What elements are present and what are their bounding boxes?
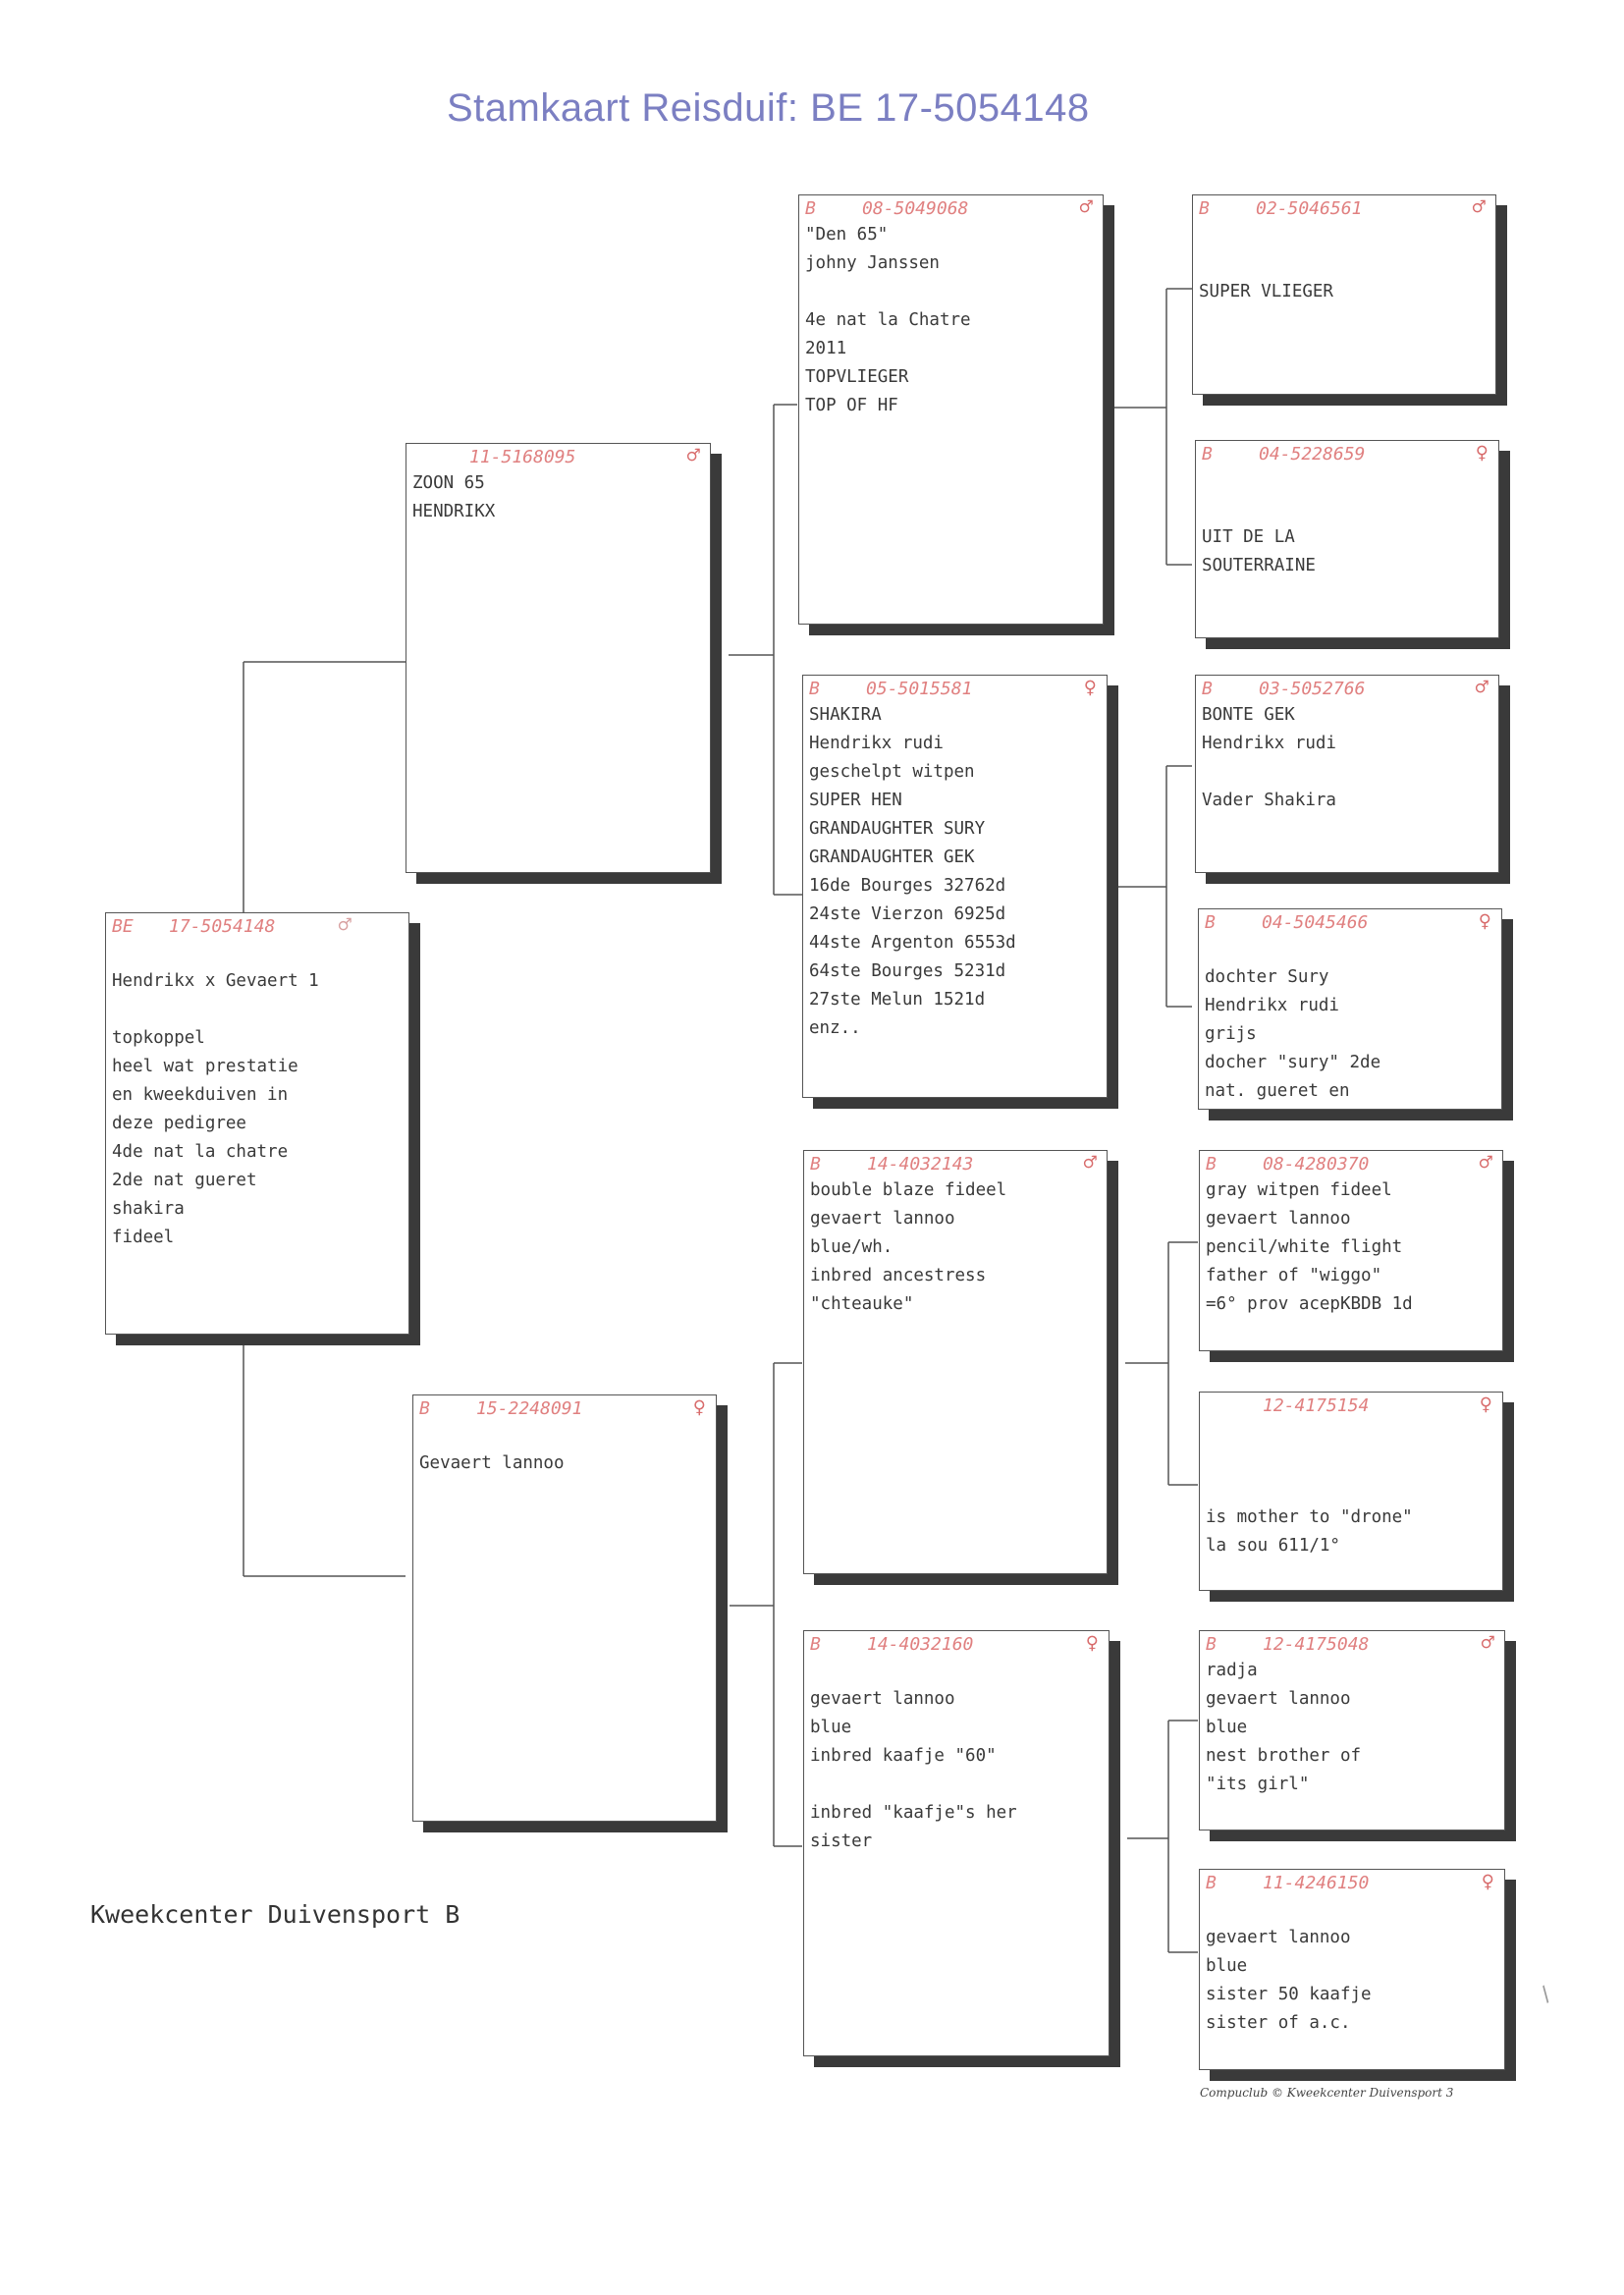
card-note-line: geschelpt witpen — [809, 762, 975, 782]
card-note-line: dochter Sury — [1205, 967, 1329, 987]
country-code: B — [1206, 1873, 1217, 1893]
pedigree-card-fmf[interactable] — [1195, 675, 1499, 873]
pedigree-card-fm[interactable] — [802, 675, 1108, 1098]
card-note-line: 2011 — [805, 339, 847, 358]
card-note-line: HENDRIKX — [412, 502, 496, 521]
card-note-line — [810, 1771, 1103, 1799]
ring-number: 04-5045466 — [1262, 912, 1369, 933]
card-note-line: gevaert lannoo — [1206, 1689, 1351, 1709]
country-code: B — [1206, 1154, 1217, 1175]
female-icon: ♀ — [1478, 909, 1491, 934]
country-code: B — [1202, 444, 1213, 464]
card-notes — [413, 1421, 716, 1478]
pedigree-card-mf[interactable] — [803, 1150, 1108, 1574]
pedigree-card-fmm[interactable] — [1198, 908, 1502, 1110]
country-code: BE — [112, 916, 134, 937]
card-note-line — [112, 939, 403, 967]
card-note-line: nat. gueret en — [1205, 1081, 1350, 1101]
male-icon: ♂ — [1079, 195, 1093, 220]
male-icon: ♂ — [1472, 195, 1486, 220]
software-credit: Compuclub © Kweekcenter Duivensport 3 — [1200, 2086, 1454, 2100]
card-notes — [1199, 935, 1501, 1106]
card-note-line: gevaert lannoo — [810, 1209, 955, 1229]
card-note-line: sister 50 kaafje — [1206, 1985, 1372, 2004]
card-note-line: heel wat prestatie — [112, 1057, 298, 1076]
pedigree-card-father[interactable] — [406, 443, 711, 873]
card-note-line: Hendrikx x Gevaert 1 — [112, 971, 319, 991]
card-note-line: GRANDAUGHTER SURY — [809, 819, 986, 839]
card-note-line: GRANDAUGHTER GEK — [809, 847, 975, 867]
card-note-line — [1202, 495, 1492, 523]
card-note-line — [805, 278, 1097, 306]
ring-number: 05-5015581 — [866, 679, 973, 699]
male-icon: ♂ — [338, 913, 352, 938]
card-notes — [803, 701, 1107, 1043]
card-note-line — [112, 996, 403, 1024]
card-note-line: radja — [1206, 1661, 1258, 1680]
pedigree-card-ffm[interactable] — [1195, 440, 1499, 638]
card-note-line: gray witpen fideel — [1206, 1180, 1392, 1200]
card-note-line: nest brother of — [1206, 1746, 1362, 1766]
ring-number: 04-5228659 — [1259, 444, 1366, 464]
card-note-line: "Den 65" — [805, 225, 889, 245]
card-note-line: 4de nat la chatre — [112, 1142, 289, 1162]
card-notes — [1200, 1176, 1502, 1319]
country-code: B — [810, 1154, 821, 1175]
card-note-line: UIT DE LA — [1202, 527, 1295, 547]
male-icon: ♂ — [1479, 1151, 1492, 1175]
country-code: B — [805, 198, 816, 219]
country-code: B — [1206, 1634, 1217, 1655]
card-notes — [1200, 1657, 1504, 1799]
card-notes — [804, 1657, 1109, 1856]
card-note-line: Hendrikx rudi — [809, 734, 944, 753]
card-note-line: TOPVLIEGER — [805, 367, 909, 387]
ring-number: 15-2248091 — [476, 1398, 583, 1419]
pedigree-card-mfm[interactable] — [1199, 1392, 1503, 1591]
card-note-line: la sou 611/1° — [1206, 1536, 1340, 1556]
card-note-line — [1199, 221, 1489, 249]
ring-number: 02-5046561 — [1256, 198, 1363, 219]
ring-number: 12-4175154 — [1263, 1395, 1370, 1416]
pedigree-card-mm[interactable] — [803, 1630, 1110, 2056]
card-note-line: deze pedigree — [112, 1114, 246, 1133]
female-icon: ♀ — [1479, 1393, 1492, 1417]
female-icon: ♀ — [1481, 1870, 1494, 1894]
card-note-line: bouble blaze fideel — [810, 1180, 1007, 1200]
pedigree-card-mmm[interactable] — [1199, 1869, 1505, 2070]
card-note-line: Hendrikx rudi — [1205, 996, 1339, 1015]
pedigree-card-ff[interactable] — [798, 194, 1104, 625]
male-icon: ♂ — [1475, 676, 1489, 700]
card-note-line: fideel — [112, 1228, 175, 1247]
card-note-line — [1206, 1418, 1496, 1447]
ring-number: 17-5054148 — [169, 916, 276, 937]
country-code: B — [419, 1398, 430, 1419]
card-note-line: 4e nat la Chatre — [805, 310, 971, 330]
card-note-line: gevaert lannoo — [1206, 1209, 1351, 1229]
card-note-line — [1202, 466, 1492, 495]
card-note-line: Gevaert lannoo — [419, 1453, 565, 1473]
page-title: Stamkaart Reisduif: BE 17-5054148 — [447, 86, 1090, 130]
card-notes — [106, 939, 408, 1252]
card-note-line: 44ste Argenton 6553d — [809, 933, 1016, 953]
card-note-line: 64ste Bourges 5231d — [809, 961, 1006, 981]
card-note-line: shakira — [112, 1199, 185, 1219]
card-note-line: blue — [810, 1718, 852, 1737]
card-note-line: 16de Bourges 32762d — [809, 876, 1006, 896]
card-note-line: johny Janssen — [805, 253, 940, 273]
pedigree-card-mff[interactable] — [1199, 1150, 1503, 1351]
card-notes — [1196, 701, 1498, 815]
card-note-line: "chteauke" — [810, 1294, 914, 1314]
card-note-line: father of "wiggo" — [1206, 1266, 1382, 1285]
card-note-line: Vader Shakira — [1202, 791, 1336, 810]
male-icon: ♂ — [1481, 1631, 1494, 1656]
ring-number: 03-5052766 — [1259, 679, 1366, 699]
card-note-line: ZOON 65 — [412, 473, 485, 493]
pen-mark-decoration: / — [1533, 1980, 1558, 2007]
card-notes — [1196, 466, 1498, 580]
card-note-line: SUPER VLIEGER — [1199, 282, 1333, 301]
country-code: B — [1205, 912, 1216, 933]
ring-number: 14-4032143 — [867, 1154, 974, 1175]
country-code: B — [1202, 679, 1213, 699]
card-note-line — [1202, 758, 1492, 787]
card-notes — [1200, 1418, 1502, 1560]
pedigree-card-fff[interactable] — [1192, 194, 1496, 395]
card-note-line: 24ste Vierzon 6925d — [809, 904, 1006, 924]
card-note-line — [1199, 249, 1489, 278]
male-icon: ♂ — [1083, 1151, 1097, 1175]
female-icon: ♀ — [1475, 441, 1489, 465]
card-note-line: 2de nat gueret — [112, 1171, 257, 1190]
female-icon: ♀ — [1085, 1631, 1099, 1656]
card-note-line: BONTE GEK — [1202, 705, 1295, 725]
card-note-line: SHAKIRA — [809, 705, 882, 725]
card-note-line: is mother to "drone" — [1206, 1507, 1413, 1527]
female-icon: ♀ — [692, 1395, 706, 1420]
ring-number: 11-5168095 — [469, 447, 576, 467]
card-note-line: sister — [810, 1831, 873, 1851]
organisation-name: Kweekcenter Duivensport B — [90, 1900, 460, 1929]
card-note-line: inbred kaafje "60" — [810, 1746, 997, 1766]
card-note-line — [1205, 935, 1495, 963]
card-note-line: docher "sury" 2de — [1205, 1053, 1381, 1072]
pedigree-card-subject[interactable] — [105, 912, 409, 1335]
card-note-line: blue/wh. — [810, 1237, 893, 1257]
card-note-line: 27ste Melun 1521d — [809, 990, 986, 1010]
pedigree-card-mother[interactable] — [412, 1394, 717, 1822]
card-note-line: sister of a.c. — [1206, 2013, 1351, 2033]
card-note-line: grijs — [1205, 1024, 1257, 1044]
card-note-line — [1206, 1895, 1498, 1924]
card-note-line — [1206, 1447, 1496, 1475]
ring-number: 12-4175048 — [1263, 1634, 1370, 1655]
card-note-line — [1206, 1475, 1496, 1503]
card-note-line: enz.. — [809, 1018, 861, 1038]
card-notes — [1200, 1895, 1504, 2038]
ring-number: 08-5049068 — [862, 198, 969, 219]
ring-number: 11-4246150 — [1263, 1873, 1370, 1893]
card-notes — [406, 469, 710, 526]
country-code: B — [809, 679, 820, 699]
card-note-line: en kweekduiven in — [112, 1085, 289, 1105]
card-note-line: inbred ancestress — [810, 1266, 987, 1285]
card-notes — [799, 221, 1103, 420]
card-note-line: gevaert lannoo — [1206, 1928, 1351, 1947]
card-note-line: gevaert lannoo — [810, 1689, 955, 1709]
card-note-line: inbred "kaafje"s her — [810, 1803, 1017, 1823]
card-note-line: SOUTERRAINE — [1202, 556, 1316, 575]
card-note-line: pencil/white flight — [1206, 1237, 1403, 1257]
card-note-line: blue — [1206, 1956, 1248, 1976]
country-code: B — [810, 1634, 821, 1655]
card-note-line: "its girl" — [1206, 1775, 1310, 1794]
ring-number: 14-4032160 — [867, 1634, 974, 1655]
ring-number: 08-4280370 — [1263, 1154, 1370, 1175]
card-notes — [804, 1176, 1107, 1319]
pedigree-card-mmf[interactable] — [1199, 1630, 1505, 1831]
card-note-line: TOP OF HF — [805, 396, 898, 415]
card-note-line: SUPER HEN — [809, 791, 902, 810]
card-note-line: =6° prov acepKBDB 1d — [1206, 1294, 1413, 1314]
country-code: B — [1199, 198, 1210, 219]
card-note-line: blue — [1206, 1718, 1248, 1737]
card-note-line — [419, 1421, 710, 1449]
male-icon: ♂ — [686, 444, 700, 468]
card-notes — [1193, 221, 1495, 306]
female-icon: ♀ — [1083, 676, 1097, 700]
card-note-line: Hendrikx rudi — [1202, 734, 1336, 753]
card-note-line — [810, 1657, 1103, 1685]
card-note-line: topkoppel — [112, 1028, 205, 1048]
